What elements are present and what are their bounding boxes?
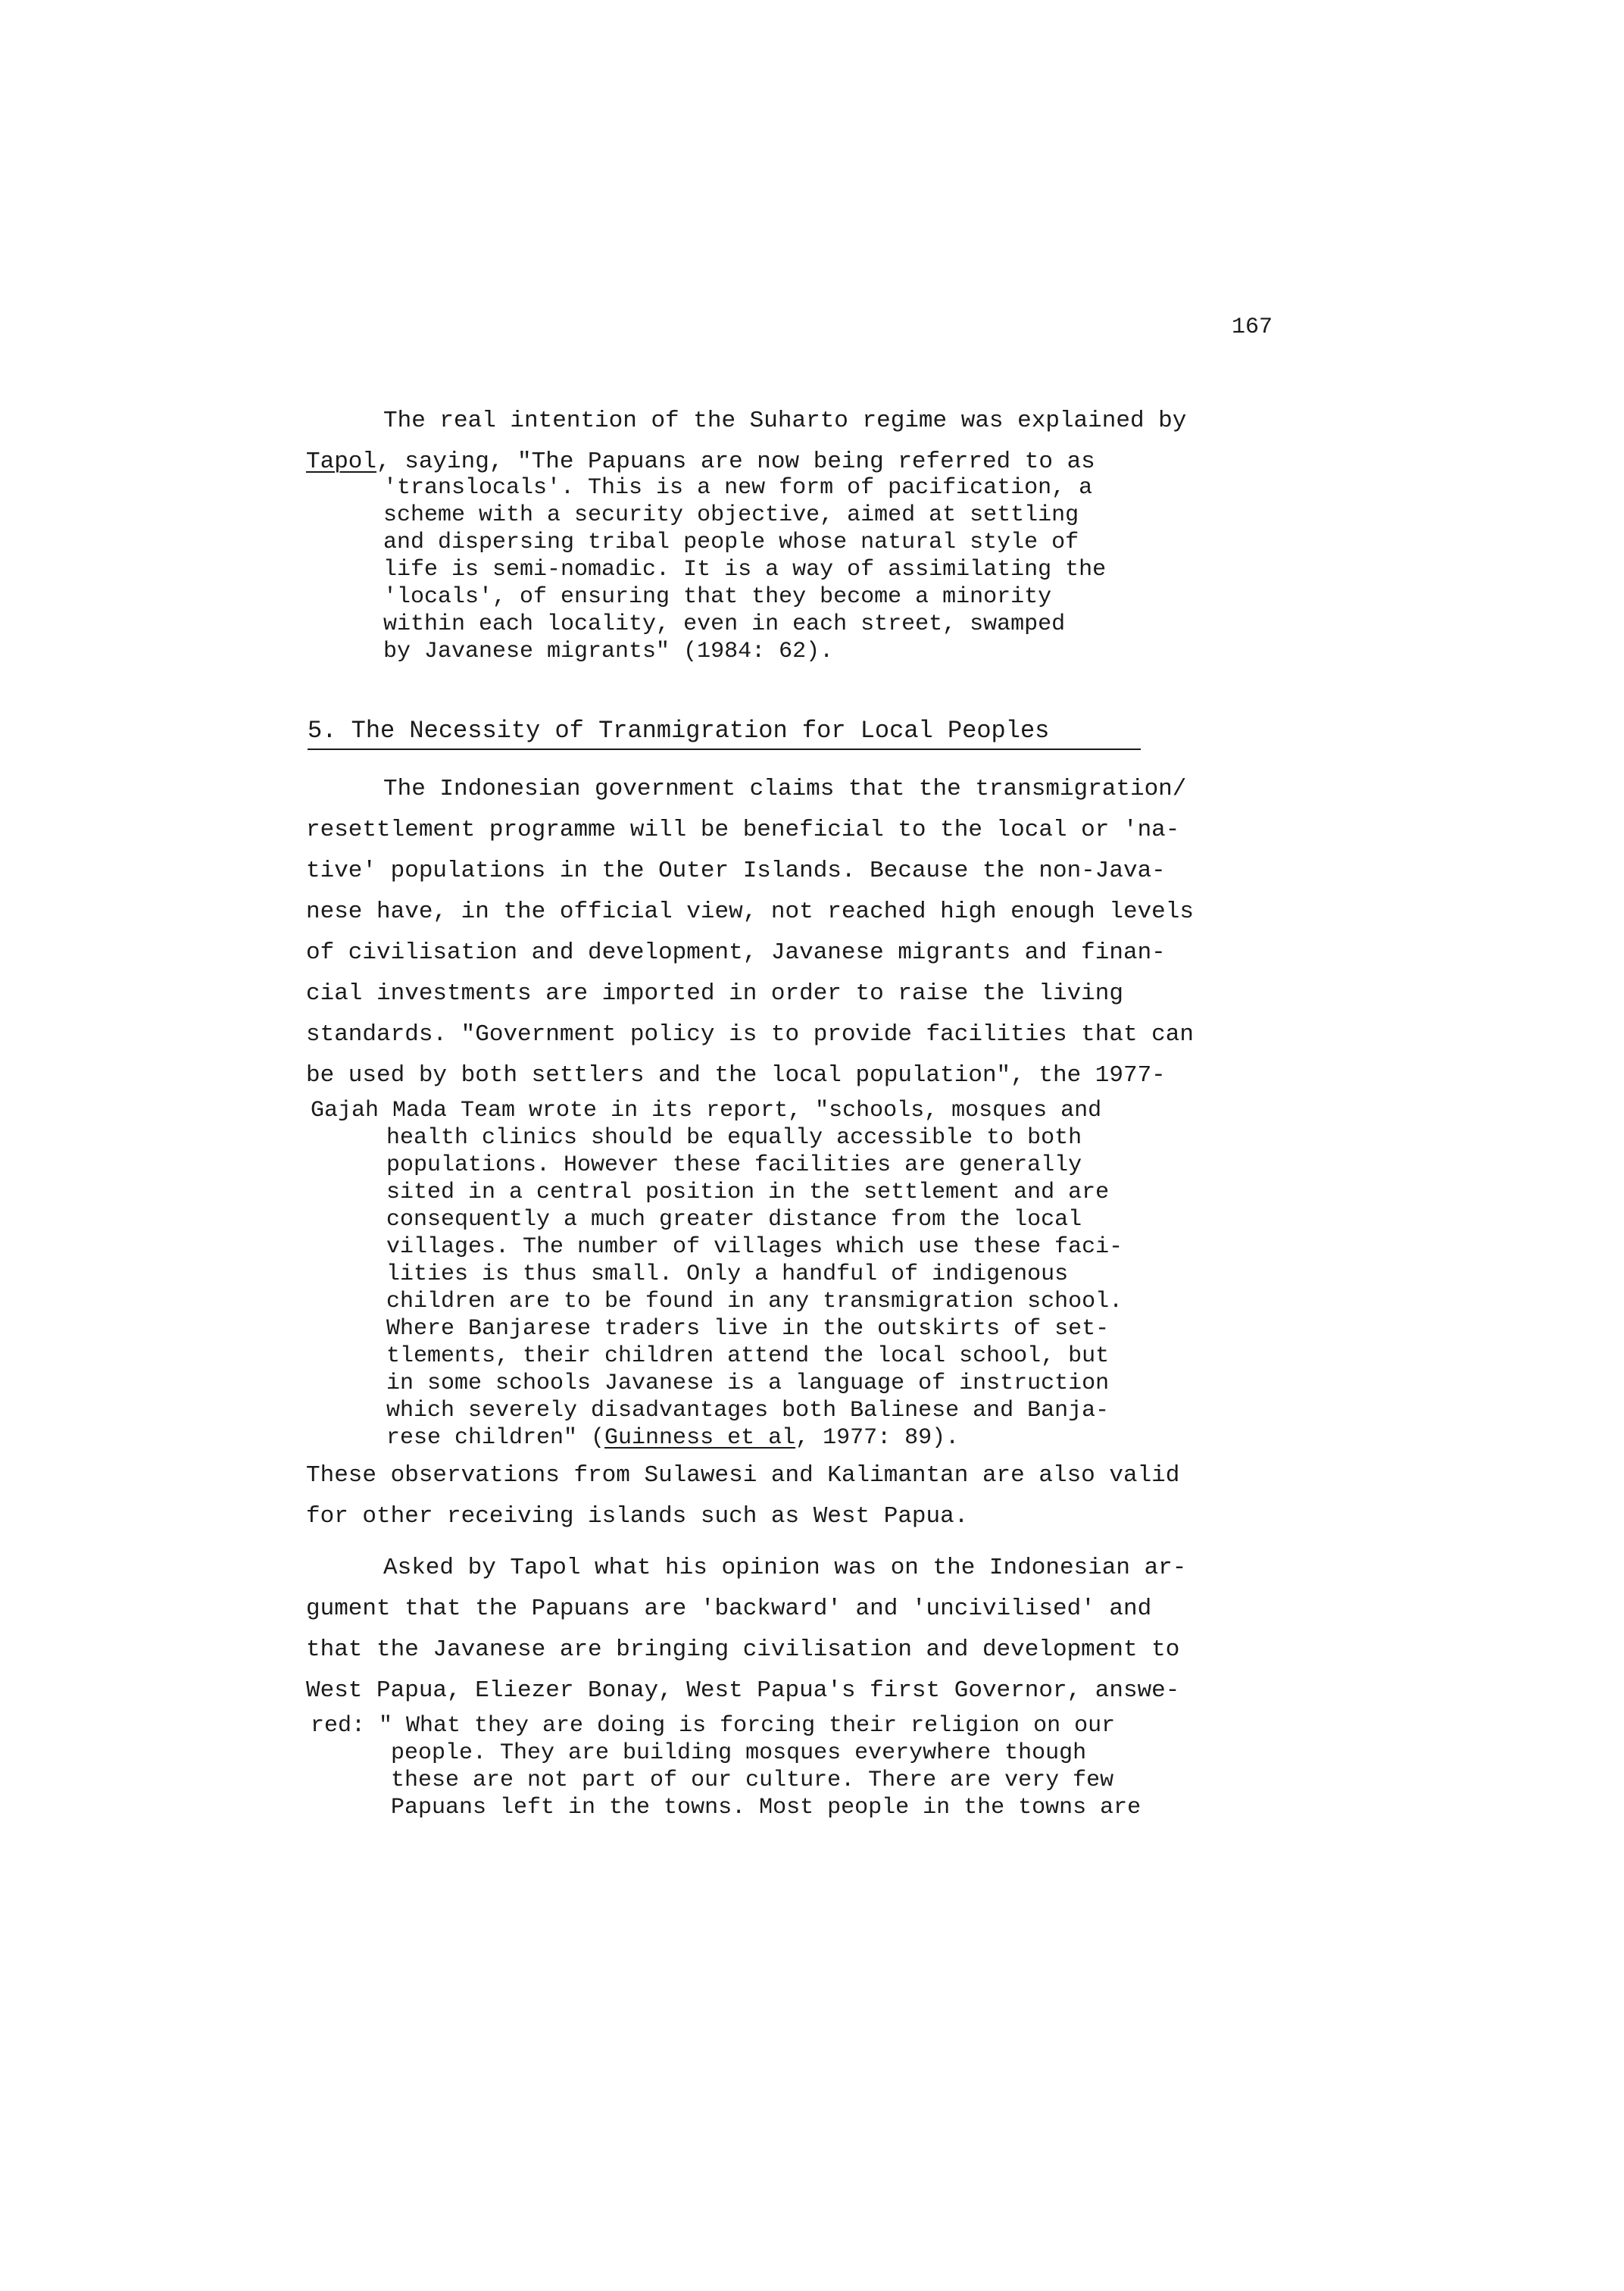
intro-quote-line: and dispersing tribal people whose natural style of [383, 530, 1079, 555]
section-paragraph-line: be used by both settlers and the local population", the 1977- [306, 1062, 1166, 1089]
gajah-mada-quote-line: health clinics should be equally accessible to both [386, 1125, 1082, 1151]
intro-line-2 [306, 447, 1095, 477]
citation-tapol: Tapol [306, 449, 377, 475]
quote-last-citation-year: , 1977: 89). [795, 1425, 960, 1451]
quote-last-text: rese children" ( [386, 1425, 605, 1451]
gajah-mada-quote-line: consequently a much greater distance from the local [386, 1207, 1082, 1233]
gajah-mada-quote-line: Gajah Mada Team wrote in its report, "schools, mosques and [311, 1098, 1102, 1124]
gajah-mada-quote-line: villages. The number of villages which use these faci- [386, 1234, 1123, 1260]
observations-line: for other receiving islands such as West Papua. [306, 1503, 969, 1530]
gajah-mada-quote-last-line [386, 1424, 959, 1452]
gajah-mada-quote-line: sited in a central position in the settlement and are [386, 1180, 1110, 1205]
heading-underline [308, 749, 1141, 750]
intro-quote-line: 'locals', of ensuring that they become a minority [383, 584, 1052, 610]
section-paragraph-line: of civilisation and development, Javanese migrants and finan- [306, 939, 1166, 966]
gajah-mada-quote-line: in some schools Javanese is a language of instruction [386, 1371, 1110, 1396]
bonay-paragraph-line: that the Javanese are bringing civilisation and development to [306, 1636, 1180, 1663]
section-heading: 5. The Necessity of Tranmigration for Local Peoples [308, 717, 1050, 745]
page-number: 167 [1232, 314, 1273, 340]
bonay-paragraph-line: West Papua, Eliezer Bonay, West Papua's first Governor, answe- [306, 1677, 1180, 1704]
citation-guinness: Guinness et al [604, 1425, 796, 1451]
section-paragraph-line: cial investments are imported in order to raise the living [306, 980, 1123, 1007]
bonay-paragraph-line: Asked by Tapol what his opinion was on the Indonesian ar- [383, 1555, 1187, 1581]
bonay-quote-line: people. They are building mosques everywhere though [391, 1740, 1087, 1766]
gajah-mada-quote-line: populations. However these facilities are generally [386, 1152, 1082, 1178]
intro-quote-line: 'translocals'. This is a new form of pacification, a [383, 475, 1093, 501]
gajah-mada-quote-line: children are to be found in any transmigration school. [386, 1289, 1123, 1314]
intro-quote-line: within each locality, even in each street, swamped [383, 611, 1066, 637]
gajah-mada-quote-line: tlements, their children attend the local school, but [386, 1343, 1110, 1369]
intro-quote-line: scheme with a security objective, aimed at settling [383, 502, 1079, 528]
intro-quote-line: life is semi-nomadic. It is a way of assimilating the [383, 557, 1107, 583]
bonay-quote-line: Papuans left in the towns. Most people in the towns are [391, 1795, 1141, 1821]
intro-line-2-text: , saying, "The Papuans are now being referred to as [376, 449, 1095, 475]
intro-line-1: The real intention of the Suharto regime was explained by [383, 408, 1187, 434]
observations-line: These observations from Sulawesi and Kalimantan are also valid [306, 1462, 1180, 1489]
bonay-paragraph-line: gument that the Papuans are 'backward' and 'uncivilised' and [306, 1596, 1152, 1622]
section-paragraph-line: nese have, in the official view, not reached high enough levels [306, 899, 1194, 925]
section-paragraph-line: tive' populations in the Outer Islands. Because the non-Java- [306, 858, 1166, 884]
section-paragraph-line: standards. "Government policy is to provide facilities that can [306, 1021, 1194, 1048]
section-paragraph-line: resettlement programme will be beneficial to the local or 'na- [306, 817, 1180, 843]
gajah-mada-quote-line: which severely disadvantages both Balinese and Banja- [386, 1398, 1110, 1424]
gajah-mada-quote-line: lities is thus small. Only a handful of indigenous [386, 1261, 1069, 1287]
intro-quote-line: by Javanese migrants" (1984: 62). [383, 639, 834, 664]
bonay-quote-line: red: " What they are doing is forcing their religion on our [311, 1713, 1116, 1739]
bonay-quote-line: these are not part of our culture. There are very few [391, 1767, 1114, 1793]
section-paragraph-line: The Indonesian government claims that the transmigration/ [383, 776, 1187, 802]
gajah-mada-quote-line: Where Banjarese traders live in the outskirts of set- [386, 1316, 1110, 1342]
